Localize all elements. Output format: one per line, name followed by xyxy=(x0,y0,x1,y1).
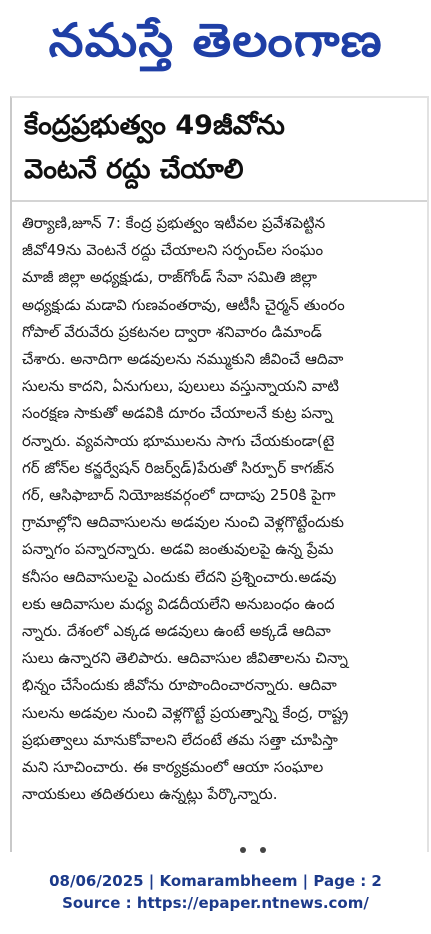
article-body xyxy=(22,210,419,808)
article-line: తిర్యాణి,జూన్ 7: కేంద్ర ప్రభుత్వం ఇటీవల ప్రవేశపెట్టిన xyxy=(22,214,326,232)
article-line: గ్రామాల్లోని ఆదివాసులను అడవుల నుంచి వెళ్లగొట్టేందుకు xyxy=(22,513,344,532)
article-line: సులను కాదని, ఏనుగులు, పులులు వస్తున్నాయని వాటి xyxy=(22,377,339,396)
article-line: గర్, ఆసిఫాబాద్ నియోజకవర్గంలో దాదాపు 250కి పైగా xyxy=(22,486,336,505)
article-line: పన్నాగం పన్నారన్నారు. అడవి జంతువులపై ఉన్న ప్రేమ xyxy=(22,540,334,559)
article-line: సంరక్షణ సాకుతో అడవికి దూరం చేయాలనే కుట్ర పన్నా xyxy=(22,404,333,423)
headline-divider xyxy=(12,200,427,202)
source-link[interactable]: Source : https://epaper.ntnews.com/ xyxy=(62,894,369,912)
article-line: ప్రభుత్వాలు మానుకోవాలని లేదంటే తమ సత్తా చూపిస్తా xyxy=(22,730,338,749)
article-headline xyxy=(24,104,419,192)
article-line: కనీసం ఆదివాసులపై ఎందుకు లేదని ప్రశ్నించారు.అడవు xyxy=(22,567,337,586)
article-line: జీవో49ను వెంటనే రద్దు చేయాలని సర్పంచ్‌ల సంఘం xyxy=(22,241,324,260)
edge-dot xyxy=(260,847,266,853)
edge-dot xyxy=(240,847,246,853)
newspaper-logo: నమస్తే తెలంగాణ xyxy=(48,13,383,67)
article-line: లకు ఆదివాసుల మధ్య విడదీయలేని అనుబంధం ఉంద xyxy=(22,594,335,613)
clipping-edge-marks xyxy=(240,838,400,846)
article-line: అధ్యక్షుడు మడావి గుణవంతరావు, ఆటీసీ చైర్మన్ తుంరం xyxy=(22,295,345,314)
article-line: న్నారు. దేశంలో ఎక్కడ అడవులు ఉంటే అక్కడే ఆదివా xyxy=(22,622,331,641)
headline-line: కేంద్రప్రభుత్వం 49జీవోను xyxy=(24,110,285,141)
masthead xyxy=(0,0,431,92)
edition-info: 08/06/2025 | Komarambheem | Page : 2 xyxy=(49,872,382,890)
article-line: సులను అడవుల నుంచి వెళ్లగొట్టే ప్రయత్నాన్ని కేంద్ర, రాష్ట్ర xyxy=(22,703,349,722)
epaper-footer xyxy=(0,870,431,914)
news-clipping xyxy=(10,96,429,852)
article-line: గర్ జోన్‌ల కన్జర్వేషన్ రిజర్వ్‌డ్)పేరుతో సిర్పూర్ కాగజ్‌న xyxy=(22,458,335,477)
article-line: సులు ఉన్నారని తెలిపారు. ఆదివాసుల జీవితాలను చిన్నా xyxy=(22,649,348,668)
article-line: నాయకులు తదితరులు ఉన్నట్లు పేర్కొన్నారు. xyxy=(22,785,278,804)
article-line: మాజీ జిల్లా అధ్యక్షుడు, రాజ్‌గోండ్ సేవా సమితి జిల్లా xyxy=(22,268,317,287)
article-line: గోపాల్ వేరువేరు ప్రకటనల ద్వారా శనివారం డిమాండ్ xyxy=(22,322,322,341)
article-line: చేశారు. అనాదిగా అడవులను నమ్ముకుని జీవించే ఆదివా xyxy=(22,350,344,369)
article-line: రన్నారు. వ్యవసాయ భూములను సాగు చేయకుండా(టై xyxy=(22,431,335,450)
headline-line: వెంటనే రద్దు చేయాలి xyxy=(24,154,244,185)
article-line: భిన్నం చేసేందుకు జీవోను రూపొందించారన్నారు. ఆదివా xyxy=(22,676,337,695)
article-line: మని సూచించారు. ఈ కార్యక్రమంలో ఆయా సంఘాల xyxy=(22,758,324,777)
